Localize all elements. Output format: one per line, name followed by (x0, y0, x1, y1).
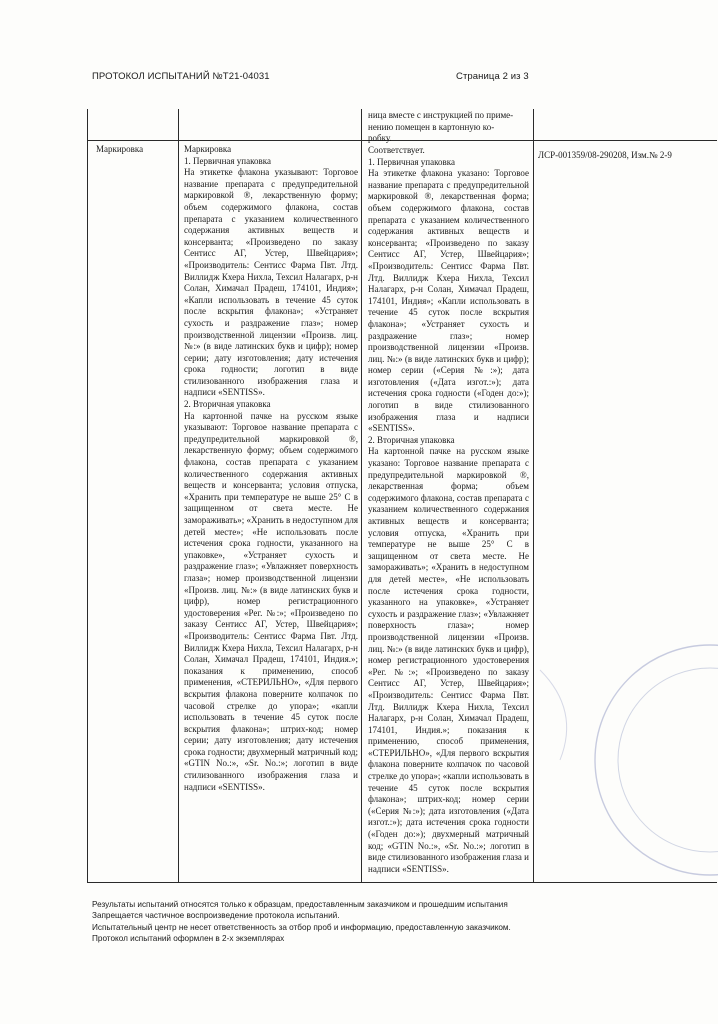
footer-notes (92, 899, 652, 945)
footer-line: Протокол испытаний оформлен в 2-х экземплярах (92, 934, 285, 944)
document-title: ПРОТОКОЛ ИСПЫТАНИЙ №T21-04031 (92, 71, 270, 82)
top-row-line: ница вместе с инструкцией по приме- (368, 110, 514, 120)
indicator-cell (96, 144, 176, 156)
result-heading: Соответствует. (368, 145, 425, 155)
top-row-result-cell (368, 110, 529, 145)
normative-doc-cell (538, 150, 714, 162)
requirement-section2-title: 2. Вторичная упаковка (184, 399, 271, 410)
stamp-seal (520, 640, 718, 900)
top-row-line: робку. (368, 133, 392, 144)
requirement-section1-text: На этикетке флакона указывают: Торговое название препарата с предупредительной маркировкой ®, лекарственную форму; объем содержимого флакона, состав препарата с указанием количественного содержания активных веществ и консерванта; «Произведено по заказу Сентисс АГ, Устер, Швейцария»; «Производитель: Сентисс Фарма Пвт. Лтд. Виллидж Кхера Нихла, Техсил Налагарх, р-н Солан, Химачал Прадеш, 174101, Индия»; «Капли использовать в течение 45 суток после вскрытия флакона»; «Устраняет сухость и раздражение глаз»; номер производственной лицензии «Произв. лиц. №:» (в виде латинских букв и цифр); номер серии; дату изготовления; дату истечения срока годности; логотип в виде стилизованного изображения глаза и надписи «SENTISS». (184, 167, 358, 398)
footer-line: Результаты испытаний относятся только к образцам, предоставленным заказчиком и прошедшим испытания (92, 900, 508, 909)
requirement-section2-text: На картонной пачке на русском языке указывают: Торговое название препарата с предупредительной маркировкой ®, лекарственную форму; объем содержимого флакона, состав препарата с указанием количественного содержания активных веществ и консерванта; условия отпуска, «Хранить при температуре не выше 25° С в защищенном от света месте. Не замораживать»; «Хранить в недоступном для детей месте»; «Не использовать после истечения срока годности, указанного на упаковке», «Устраняет сухость и раздражение глаз»; «Увлажняет поверхность глаза»; номер производственной лицензии «Произв. лиц. №:» (в виде латинских букв и цифр), номер регистрационного удостоверения «Рег. №:»; «Произведено по заказу Сентисс АГ, Устер, Швейцария»; «Производитель: Сентисс Фарма Пвт. Лтд. Виллидж Кхера Нихла, Техсил Налагарх, р-н Солан, Химачал Прадеш, 174101, Индия.»; показания к применению, способ применения, «СТЕРИЛЬНО», «Для первого вскрытия флакона поверните колпачок по часовой стрелке до упора»; «капли использовать в течение 45 суток после вскрытия флакона»; штрих-код; номер серии; дату изготовления; дату истечения срока годности; двухмерный матричный код; «GTIN No.:», «Sr. No.:»; логотип в виде стилизованного изображения глаза и надписи «SENTISS». (184, 410, 358, 792)
result-cell (368, 145, 529, 875)
result-section2-title: 2. Вторичная упаковка (368, 434, 455, 445)
page-number: Страница 2 из 3 (456, 71, 529, 82)
top-row-line: нению помещен в картонную ко- (368, 121, 495, 132)
footer-line: Испытательный центр не несет ответственность за отбор проб и информацию, предоставленную заказчиком. (92, 922, 511, 932)
requirement-heading: Маркировка (184, 144, 232, 154)
result-section1-title: 1. Первичная упаковка (368, 156, 455, 167)
requirement-cell (184, 144, 358, 793)
footer-line: Запрещается частичное воспроизведение протокола испытаний. (92, 911, 340, 921)
result-section2-text: На картонной пачке на русском языке указано: Торговое название препарата с предупредительной маркировкой ®, лекарственная форма; объем содержимого флакона, состав препарата с указанием количественного содержания активных веществ и консерванта; условия отпуска, «Хранить при температуре не выше 25° С в защищенном от света месте. Не замораживать»; «Хранить в недоступном для детей месте», «Не использовать после истечения срока годности, указанного на упаковке», «Устраняет сухость и раздражение глаз»; «Увлажняет поверхность глаза»; номер производственной лицензии «Произв. лиц. №:» (в виде латинских букв и цифр), номер регистрационного удостоверения «Рег. №:»; «Произведено по заказу Сентисс АГ, Устер, Швейцария»; «Производитель: Сентисс Фарма Пвт. Лтд. Виллидж Кхера Нихла, Техсил Налагарх, р-н Солан, Химачал Прадеш, 174101, Индия.»; показания к применению, способ применения, «СТЕРИЛЬНО», «Для первого вскрытия флакона поверните колпачок по часовой стрелке до упора»; «капли использовать в течение 45 суток после вскрытия флакона»; штрих-код; номер серии («Серия №:»); дата изготовления («Дата изгот.:»); дата истечения срока годности («Годен до:»); двухмерный матричный код; «GTIN No.:», «Sr. No.:»; логотип в виде стилизованного изображения глаза и надписи «SENTISS». (368, 446, 529, 874)
normative-doc: ЛСР-001359/08-290208, Изм.№ 2-9 (538, 150, 672, 160)
indicator-name: Маркировка (96, 144, 144, 154)
requirement-section1-title: 1. Первичная упаковка (184, 155, 271, 166)
result-section1-text: На этикетке флакона указано: Торговое название препарата с предупредительной маркировкой ®, лекарственная форма; объем содержимого флакона, состав препарата с указанием количественного содержания активных веществ и консерванта; «Произведено по заказу Сентисс АГ, Устер, Швейцария»; «Производитель: Сентисс Фарма Пвт. Лтд. Виллидж Кхера Нихла, Техсил Налагарх, р-н Солан, Химачал Прадеш, 174101, Индия»; «Капли использовать в течение 45 суток после вскрытия флакона»; «Устраняет сухость и раздражение глаз»; номер производственной лицензии «Произв. лиц. №:» (в виде латинских букв и цифр); номер серии («Серия №:»); дата изготовления («Дата изгот.:»); дата истечения срока годности («Годен до:»); логотип в виде стилизованного изображения глаза и надписи «SENTISS». (368, 168, 529, 434)
